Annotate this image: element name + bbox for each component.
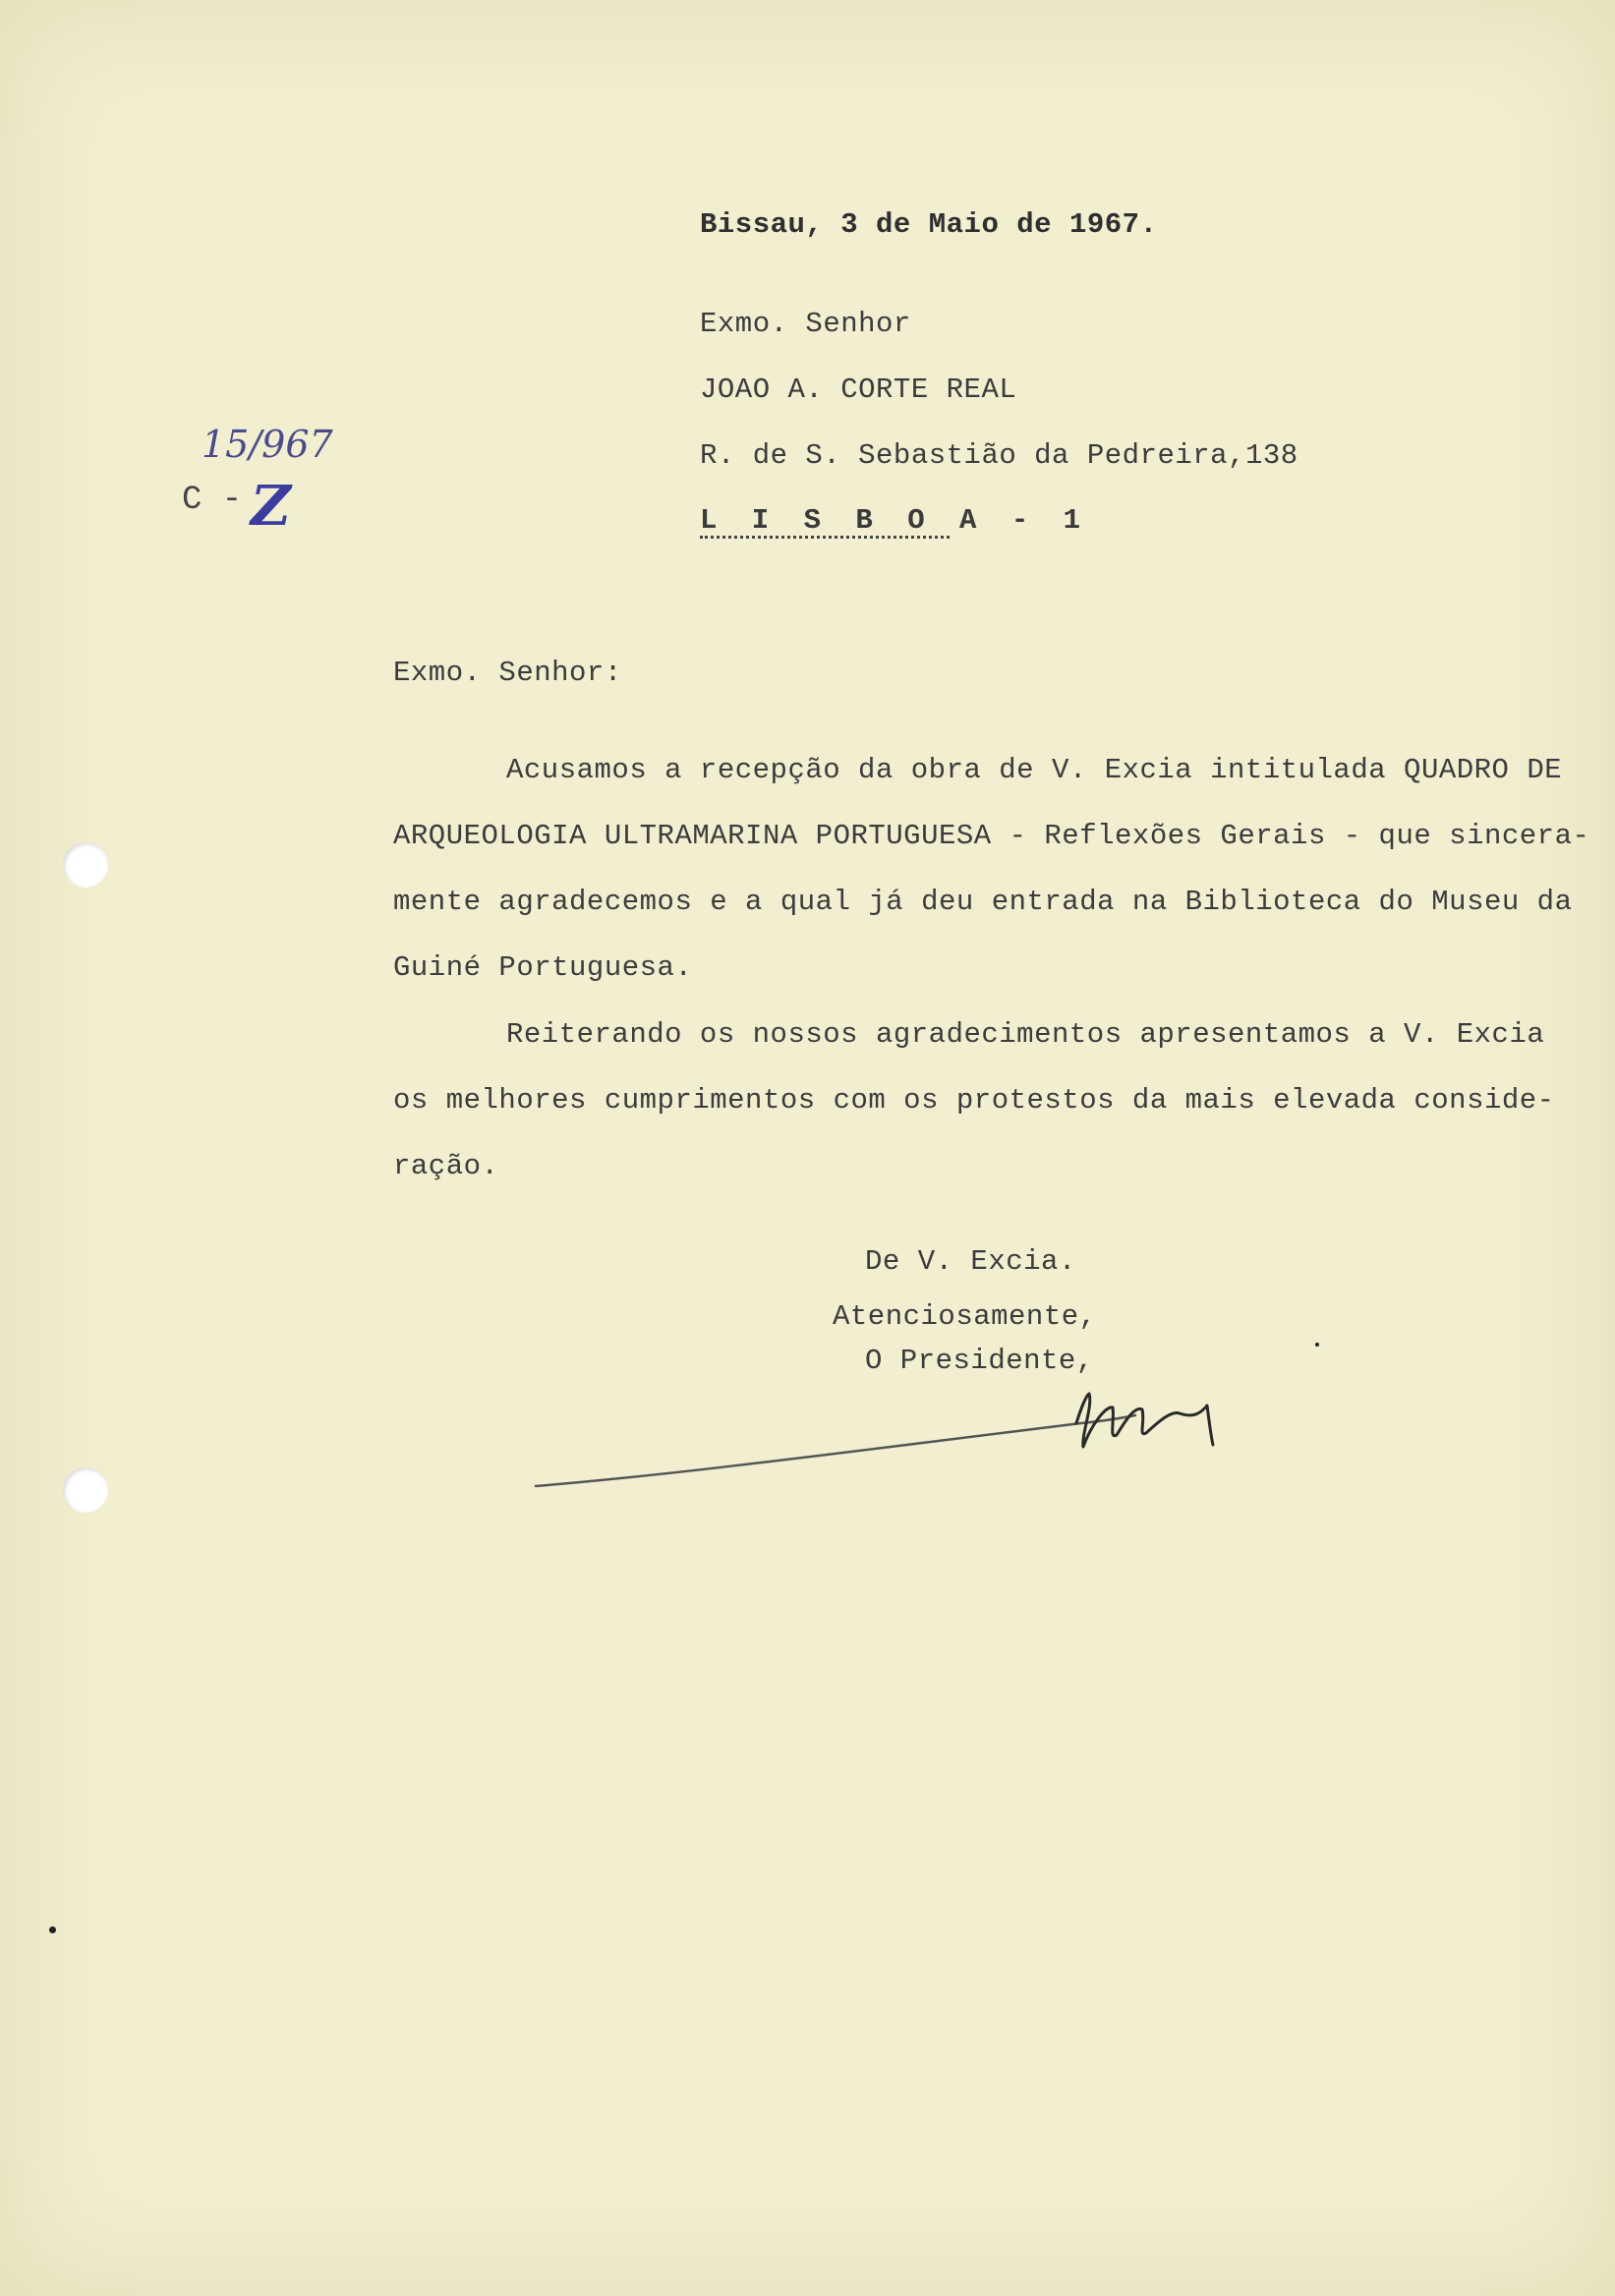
- reference-number: 15/967: [202, 423, 333, 466]
- body-line-5: Reiterando os nossos agradecimentos apresentamos a V. Excia: [506, 1018, 1545, 1051]
- recipient-city: L I S B O A - 1: [700, 504, 1090, 537]
- punch-hole-top: [63, 842, 108, 888]
- body-line-7: ração.: [393, 1150, 499, 1182]
- body-line-2: ARQUEOLOGIA ULTRAMARINA PORTUGUESA - Reflexões Gerais - que sincera-: [393, 820, 1590, 852]
- body-line-4: Guiné Portuguesa.: [393, 951, 693, 984]
- greeting: Exmo. Senhor:: [393, 657, 622, 689]
- reference-mark: Z: [251, 474, 291, 539]
- closing-line-3: O Presidente,: [865, 1345, 1094, 1377]
- recipient-address: R. de S. Sebastião da Pedreira,138: [700, 439, 1298, 472]
- body-line-6: os melhores cumprimentos com os protestos da mais elevada conside-: [393, 1084, 1555, 1117]
- ink-speck: [49, 1926, 56, 1933]
- closing-line-1: De V. Excia.: [865, 1245, 1076, 1278]
- recipient-salutation: Exmo. Senhor: [700, 308, 911, 340]
- closing-line-2: Atenciosamente,: [833, 1300, 1097, 1333]
- punch-hole-bottom: [63, 1467, 108, 1513]
- city-underline: [700, 536, 950, 539]
- ink-speck: [1315, 1343, 1319, 1347]
- handwritten-signature: [531, 1366, 1278, 1494]
- body-line-3: mente agradecemos e a qual já deu entrada na Biblioteca do Museu da: [393, 886, 1573, 918]
- reference-code: C -: [182, 482, 243, 519]
- body-line-1: Acusamos a recepção da obra de V. Excia intitulada QUADRO DE: [506, 754, 1563, 786]
- date-line: Bissau, 3 de Maio de 1967.: [700, 208, 1158, 241]
- recipient-name: JOAO A. CORTE REAL: [700, 373, 1017, 406]
